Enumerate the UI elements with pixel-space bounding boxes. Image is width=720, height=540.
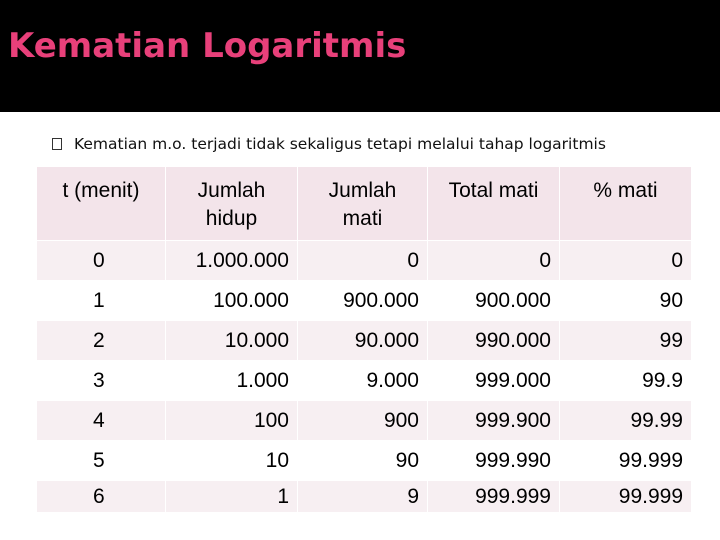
cell-total-dead: 900.000 [428,281,560,321]
header-cell-time: t (menit) [37,167,166,241]
cell-time: 1 [37,281,166,321]
cell-total-dead: 999.999 [428,481,560,513]
cell-total-dead: 999.000 [428,361,560,401]
cell-time: 0 [37,241,166,281]
table-row [37,441,692,481]
cell-dead: 9.000 [298,361,428,401]
cell-total-dead: 990.000 [428,321,560,361]
bullet-point [52,132,606,156]
cell-alive: 10.000 [166,321,298,361]
table-row [37,361,692,401]
cell-alive: 10 [166,441,298,481]
table-row [37,481,692,513]
slide-title: Kematian Logaritmis [8,26,407,66]
table-row [37,281,692,321]
header-cell-total-dead: Total mati [428,167,560,241]
table-header-row [37,167,692,241]
cell-dead: 0 [298,241,428,281]
cell-alive: 1.000.000 [166,241,298,281]
cell-alive: 1 [166,481,298,513]
cell-percent-dead: 99 [560,321,692,361]
cell-percent-dead: 0 [560,241,692,281]
table-row [37,401,692,441]
cell-alive: 100.000 [166,281,298,321]
bullet-square-icon [52,138,62,150]
cell-alive: 100 [166,401,298,441]
cell-total-dead: 0 [428,241,560,281]
title-bar [0,0,720,112]
header-cell-dead: Jumlah mati [298,167,428,241]
cell-dead: 90.000 [298,321,428,361]
cell-dead: 900 [298,401,428,441]
cell-time: 5 [37,441,166,481]
header-cell-alive: Jumlah hidup [166,167,298,241]
table-row [37,241,692,281]
cell-total-dead: 999.990 [428,441,560,481]
cell-percent-dead: 99.999 [560,441,692,481]
cell-dead: 9 [298,481,428,513]
header-cell-percent-dead: % mati [560,167,692,241]
cell-alive: 1.000 [166,361,298,401]
bullet-text: Kematian m.o. terjadi tidak sekaligus tetapi melalui tahap logaritmis [74,135,606,153]
cell-percent-dead: 99.999 [560,481,692,513]
cell-time: 4 [37,401,166,441]
cell-percent-dead: 99.9 [560,361,692,401]
cell-time: 6 [37,481,166,513]
cell-dead: 90 [298,441,428,481]
table-row [37,321,692,361]
cell-time: 3 [37,361,166,401]
cell-time: 2 [37,321,166,361]
data-table [36,166,692,513]
cell-percent-dead: 90 [560,281,692,321]
cell-dead: 900.000 [298,281,428,321]
cell-total-dead: 999.900 [428,401,560,441]
cell-percent-dead: 99.99 [560,401,692,441]
